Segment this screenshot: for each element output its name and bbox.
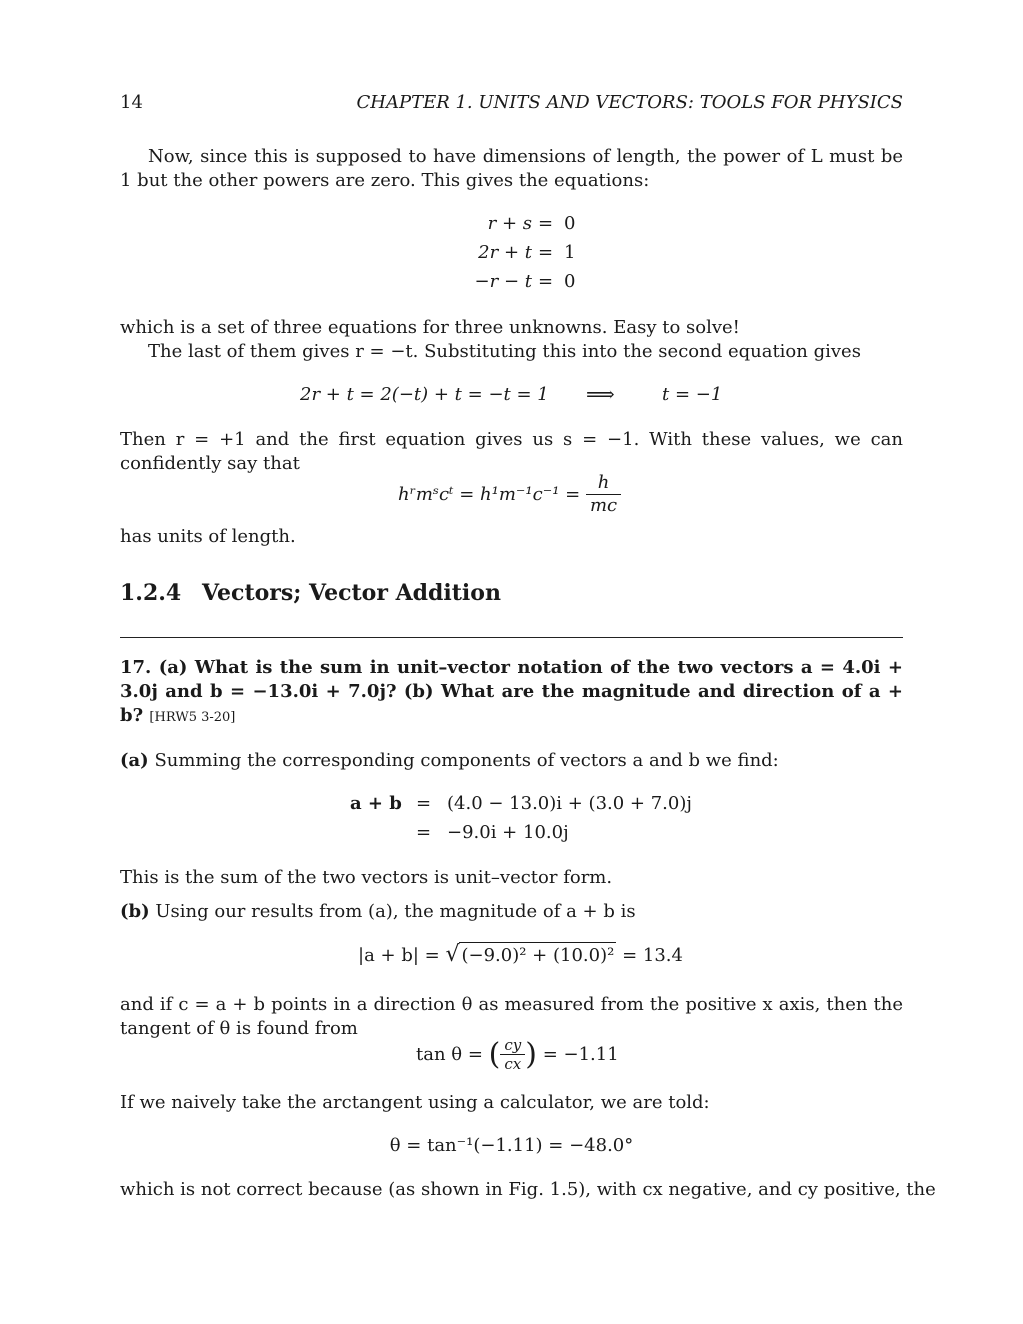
part-a-intro [120, 749, 903, 773]
implies-arrow: ⟹ [586, 382, 615, 406]
section-heading [120, 580, 501, 606]
magnitude-rhs: = 13.4 [622, 945, 683, 966]
eq3-lhs: −r − t [474, 271, 532, 292]
equation-substitution [300, 384, 549, 405]
substitution-right: t = −1 [662, 384, 723, 405]
sum-sign-1: = [416, 793, 432, 814]
running-header [120, 92, 903, 116]
problem-text: 17. (a) What is the sum in unit–vector notation of the two vectors a = 4.0i + 3.0j and b = −13.0i + 7.0j? (b) What are the magnitude and direction of a + b? [120, 657, 903, 726]
units-denominator: mc [589, 495, 618, 516]
units-fraction [586, 472, 621, 517]
eq1-sign: = [538, 213, 554, 234]
magnitude-lhs: |a + b| = [358, 945, 440, 966]
equation-units [398, 472, 621, 517]
magnitude-radicand: (−9.0)² + (10.0)² [459, 942, 616, 966]
chapter-title: CHAPTER 1. UNITS AND VECTORS: TOOLS FOR PHYSICS [356, 92, 903, 113]
equation-tangent [416, 1036, 619, 1073]
eq3-sign: = [538, 271, 554, 292]
equation-sum [340, 793, 700, 853]
left-paren: ( [488, 1037, 501, 1072]
sum-row-1: (4.0 − 13.0)i + (3.0 + 7.0)j [447, 793, 692, 814]
substitution-left: 2r + t = 2(−t) + t = −t = 1 [300, 384, 549, 405]
tangent-lhs: tan θ = [416, 1044, 483, 1065]
equation-system [420, 213, 620, 303]
eq1-lhs: r + s [487, 213, 532, 234]
paragraph-then-r: Then r = +1 and the first equation gives us s = −1. With these values, we can confidently say that [120, 429, 903, 474]
eq1-rhs: 0 [564, 213, 576, 234]
sum-sign-2: = [416, 822, 432, 843]
tangent-numerator: cy [500, 1036, 525, 1055]
units-numerator: h [586, 472, 621, 495]
paragraph-not-correct: which is not correct because (as shown in Fig. 1.5), with cx negative, and cy positive, the [120, 1179, 936, 1200]
sum-row-2: −9.0i + 10.0j [447, 822, 569, 843]
sum-lhs: a + b [350, 793, 402, 814]
part-a-text: Summing the corresponding components of vectors a and b we find: [154, 750, 779, 771]
paragraph-dimensions: Now, since this is supposed to have dimensions of length, the power of L must be 1 but the other powers are zero. This gives the equations: [120, 146, 903, 191]
part-b-text: Using our results from (a), the magnitude of a + b is [155, 901, 636, 922]
tangent-fraction [500, 1036, 525, 1073]
paragraph-arctangent: If we naively take the arctangent using a calculator, we are told: [120, 1092, 710, 1113]
units-lhs: hʳmˢcᵗ = h¹m⁻¹c⁻¹ = [398, 484, 581, 505]
eq2-rhs: 1 [564, 242, 576, 263]
part-b-label: (b) [120, 901, 150, 922]
eq3-rhs: 0 [564, 271, 576, 292]
part-b-intro [120, 900, 903, 924]
problem-rule [120, 637, 903, 638]
equation-arctan: θ = tan⁻¹(−1.11) = −48.0° [389, 1135, 634, 1156]
paragraph-units-of-length: has units of length. [120, 526, 296, 547]
section-number: 1.2.4 [120, 580, 182, 606]
problem-statement [120, 656, 903, 730]
problem-tag: [HRW5 3-20] [149, 710, 236, 725]
paragraph-substitution: The last of them gives r = −t. Substituting this into the second equation gives [148, 341, 861, 362]
eq2-sign: = [538, 242, 554, 263]
eq2-lhs: 2r + t [478, 242, 532, 263]
section-title: Vectors; Vector Addition [202, 580, 501, 606]
part-a-label: (a) [120, 750, 149, 771]
sqrt-symbol: √ [445, 942, 460, 967]
right-paren: ) [525, 1037, 537, 1072]
paragraph-unit-vector-form: This is the sum of the two vectors is unit–vector form. [120, 867, 613, 888]
tangent-rhs: = −1.11 [542, 1044, 619, 1065]
paragraph-direction: and if c = a + b points in a direction θ as measured from the positive x axis, then the tangent of θ is found from [120, 994, 903, 1039]
page-number: 14 [120, 92, 143, 113]
equation-magnitude [358, 942, 683, 967]
paragraph-easy-to-solve: which is a set of three equations for three unknowns. Easy to solve! [120, 317, 740, 338]
tangent-denominator: cx [504, 1055, 522, 1073]
